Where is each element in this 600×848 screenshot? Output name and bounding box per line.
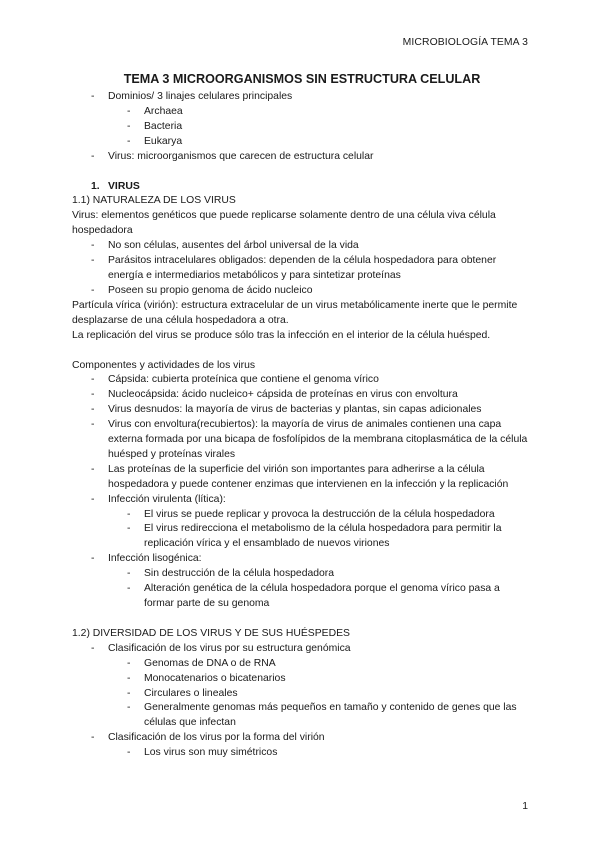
bullet-dash: -: [91, 374, 95, 386]
list-item: [72, 239, 532, 254]
list-item-text: No son células, ausentes del árbol universal de la vida: [108, 240, 359, 252]
bullet-dash: -: [91, 642, 95, 654]
list-item-text: Cápsida: cubierta proteínica que contiene el genoma vírico: [108, 374, 379, 386]
bullet-dash: -: [91, 150, 95, 162]
list-item: [72, 508, 532, 523]
bullet-dash: -: [127, 672, 131, 684]
list-item: [72, 418, 532, 463]
bullet-dash: -: [127, 687, 131, 699]
list-item: [72, 731, 532, 746]
bullet-dash: -: [127, 120, 131, 132]
bullet-dash: -: [127, 105, 131, 117]
list-item-text: Bacteria: [144, 120, 183, 132]
bullet-dash: -: [127, 583, 131, 595]
section-title: VIRUS: [108, 180, 140, 192]
list-item-text: Virus con envoltura(recubiertos): la mayoría de virus de animales contienen una capa externa formada por una bicapa de fosfolípidos de la membrana citoplasmática de la célula huésped y proteínas virales: [108, 419, 528, 460]
list-item-text: Archaea: [144, 105, 183, 117]
list-item-text: Clasificación de los virus por su estructura genómica: [108, 642, 351, 654]
list-item-text: Sin destrucción de la célula hospedadora: [144, 568, 335, 580]
list-item: [72, 120, 532, 135]
list-item-text: Las proteínas de la superficie del virión son importantes para adherirse a la célula hospedadora y puede contener enzimas que intervienen en la infección y la replicación: [108, 463, 509, 490]
list-item: [72, 701, 532, 731]
bullet-dash: -: [127, 508, 131, 520]
bullet-dash: -: [91, 255, 95, 267]
list-item-text: Parásitos intracelulares obligados: dependen de la célula hospedadora para obtener energía e intermediarios metabólicos y para sintetizar proteínas: [108, 255, 497, 281]
bullet-dash: -: [127, 747, 131, 759]
running-header: MICROBIOLOGÍA TEMA 3: [402, 37, 528, 48]
list-item: [72, 135, 532, 150]
section-heading: [72, 180, 532, 195]
paragraph: Componentes y actividades de los virus: [72, 359, 256, 371]
bullet-dash: -: [127, 568, 131, 580]
page-number: 1: [522, 801, 528, 812]
list-item: [72, 687, 532, 702]
list-item-text: Infección lisogénica:: [108, 553, 202, 565]
bullet-dash: -: [91, 404, 95, 416]
list-item: [72, 493, 532, 508]
list-item-text: Los virus son muy simétricos: [144, 747, 278, 759]
list-item: [72, 150, 532, 165]
list-item-text: Circulares o lineales: [144, 687, 238, 699]
list-item: [72, 373, 532, 388]
bullet-dash: -: [91, 240, 95, 252]
bullet-dash: -: [91, 553, 95, 565]
list-item: [72, 746, 532, 761]
list-item: [72, 254, 532, 284]
list-item: [72, 284, 532, 299]
list-item: [72, 672, 532, 687]
document-title: TEMA 3 MICROORGANISMOS SIN ESTRUCTURA CELULAR: [123, 72, 481, 86]
list-item-text: Clasificación de los virus por la forma del virión: [108, 732, 325, 744]
paragraph: Partícula vírica (virión): estructura extracelular de un virus metabólicamente inerte que le permite desplazarse de una célula hospedadora a otra.: [72, 299, 518, 326]
list-item-text: Eukarya: [144, 135, 183, 147]
bullet-dash: -: [127, 702, 131, 714]
list-item-text: Alteración genética de la célula hospedadora porque el genoma vírico pasa a formar parte de su genoma: [144, 583, 500, 609]
bullet-dash: -: [91, 419, 95, 431]
section-number: 1.: [91, 180, 100, 192]
bullet-dash: -: [127, 523, 131, 535]
paragraph: Virus: elementos genéticos que puede replicarse solamente dentro de una célula viva célula hospedadora: [72, 210, 496, 237]
list-item-text: Infección virulenta (lítica):: [108, 493, 226, 505]
list-item-text: El virus se puede replicar y provoca la destrucción de la célula hospedadora: [144, 508, 495, 520]
document-body: [72, 71, 532, 761]
bullet-dash: -: [127, 657, 131, 669]
list-item: [72, 642, 532, 657]
list-item: [72, 567, 532, 582]
list-item-text: Poseen su propio genoma de ácido nucleico: [108, 284, 313, 296]
bullet-dash: -: [91, 284, 95, 296]
list-item-text: Genomas de DNA o de RNA: [144, 657, 276, 669]
list-item: [72, 105, 532, 120]
paragraph: La replicación del virus se produce sólo tras la infección en el interior de la célula huésped.: [72, 329, 491, 341]
list-item: [72, 388, 532, 403]
list-item: [72, 657, 532, 672]
subsection-heading: 1.2) DIVERSIDAD DE LOS VIRUS Y DE SUS HUÉSPEDES: [72, 627, 350, 639]
list-item-text: Virus desnudos: la mayoría de virus de bacterias y plantas, sin capas adicionales: [108, 404, 482, 416]
list-item-text: Dominios/ 3 linajes celulares principales: [108, 91, 293, 102]
bullet-dash: -: [91, 91, 95, 102]
list-item-text: Generalmente genomas más pequeños en tamaño y contenido de genes que las células que infectan: [144, 702, 517, 729]
bullet-dash: -: [91, 732, 95, 744]
bullet-dash: -: [91, 463, 95, 475]
list-item-text: El virus redirecciona el metabolismo de la célula hospedadora para permitir la replicación vírica y el ensamblado de nuevos viriones: [144, 523, 502, 550]
bullet-dash: -: [127, 135, 131, 147]
bullet-dash: -: [91, 389, 95, 401]
list-item: [72, 90, 532, 105]
list-item: [72, 522, 532, 552]
list-item-text: Nucleocápsida: ácido nucleico+ cápsida de proteínas en virus con envoltura: [108, 389, 458, 401]
list-item-text: Virus: microorganismos que carecen de estructura celular: [108, 150, 374, 162]
bullet-dash: -: [91, 493, 95, 505]
list-item: [72, 552, 532, 567]
list-item: [72, 463, 532, 493]
list-item: [72, 403, 532, 418]
list-item-text: Monocatenarios o bicatenarios: [144, 672, 286, 684]
list-item: [72, 582, 532, 612]
subsection-heading: 1.1) NATURALEZA DE LOS VIRUS: [72, 195, 236, 207]
